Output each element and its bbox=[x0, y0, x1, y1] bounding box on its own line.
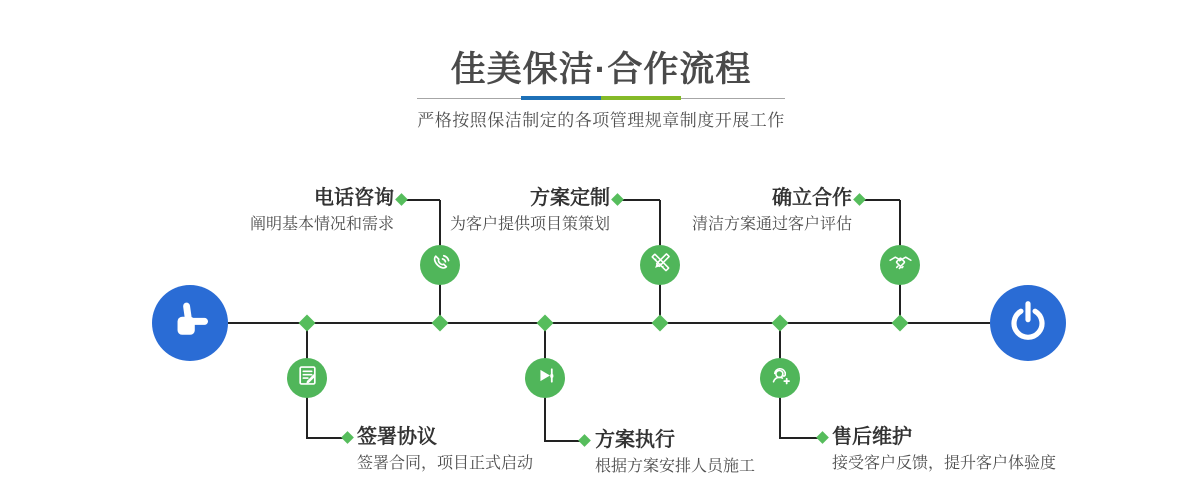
step-desc: 根据方案安排人员施工 bbox=[595, 458, 756, 475]
connector-horizontal bbox=[779, 437, 819, 439]
phone-icon bbox=[427, 249, 454, 281]
step-title: 签署协议 bbox=[357, 426, 437, 448]
power-icon bbox=[1005, 298, 1051, 349]
step-title: 方案执行 bbox=[595, 429, 675, 451]
page-title: 佳美保洁·合作流程 bbox=[450, 50, 752, 89]
connector-horizontal bbox=[864, 199, 900, 201]
connector-horizontal bbox=[406, 199, 440, 201]
timeline-diamond bbox=[652, 315, 669, 332]
page-subtitle: 严格按照保洁制定的各项管理规章制度开展工作 bbox=[417, 111, 785, 130]
step-desc: 阐明基本情况和需求 bbox=[249, 216, 394, 233]
execute-icon bbox=[532, 362, 559, 394]
label-diamond bbox=[853, 193, 866, 206]
label-diamond bbox=[816, 431, 829, 444]
divider-green-segment bbox=[601, 96, 681, 100]
label-diamond bbox=[578, 434, 591, 447]
timeline-line bbox=[228, 322, 990, 324]
label-diamond bbox=[341, 431, 354, 444]
timeline-end-node bbox=[990, 285, 1066, 361]
design-icon bbox=[647, 249, 674, 281]
step-node-contract bbox=[287, 358, 327, 398]
step-node-phone bbox=[420, 245, 460, 285]
divider-blue-segment bbox=[521, 96, 601, 100]
connector-horizontal bbox=[306, 437, 344, 439]
timeline-diamond bbox=[772, 315, 789, 332]
timeline-diamond bbox=[892, 315, 909, 332]
title-divider-accent bbox=[521, 96, 681, 100]
step-desc: 接受客户反馈，提升客户体验度 bbox=[832, 455, 1057, 472]
step-node-execute bbox=[525, 358, 565, 398]
handshake-icon bbox=[887, 249, 914, 281]
step-label-handshake bbox=[692, 187, 852, 234]
hand-pointer-icon bbox=[167, 298, 213, 349]
connector-horizontal bbox=[622, 199, 660, 201]
step-node-aftersales bbox=[760, 358, 800, 398]
step-label-phone bbox=[250, 187, 394, 234]
connector-horizontal bbox=[544, 440, 581, 442]
step-desc: 签署合同，项目正式启动 bbox=[357, 455, 534, 472]
step-desc: 清洁方案通过客户评估 bbox=[691, 216, 852, 233]
contract-icon bbox=[294, 362, 321, 394]
step-label-execute bbox=[595, 429, 755, 476]
step-label-contract bbox=[357, 426, 533, 473]
step-node-design bbox=[640, 245, 680, 285]
step-title: 售后维护 bbox=[832, 426, 912, 448]
aftersales-icon bbox=[767, 362, 794, 394]
label-diamond bbox=[395, 193, 408, 206]
step-title: 方案定制 bbox=[530, 187, 610, 209]
step-label-design bbox=[450, 187, 610, 234]
step-node-handshake bbox=[880, 245, 920, 285]
step-desc: 为客户提供项目策策划 bbox=[449, 216, 610, 233]
timeline-diamond bbox=[299, 315, 316, 332]
timeline-start-node bbox=[152, 285, 228, 361]
timeline-diamond bbox=[432, 315, 449, 332]
label-diamond bbox=[611, 193, 624, 206]
step-label-aftersales bbox=[832, 426, 1056, 473]
timeline-diamond bbox=[537, 315, 554, 332]
step-title: 电话咨询 bbox=[314, 187, 394, 209]
step-title: 确立合作 bbox=[772, 187, 852, 209]
